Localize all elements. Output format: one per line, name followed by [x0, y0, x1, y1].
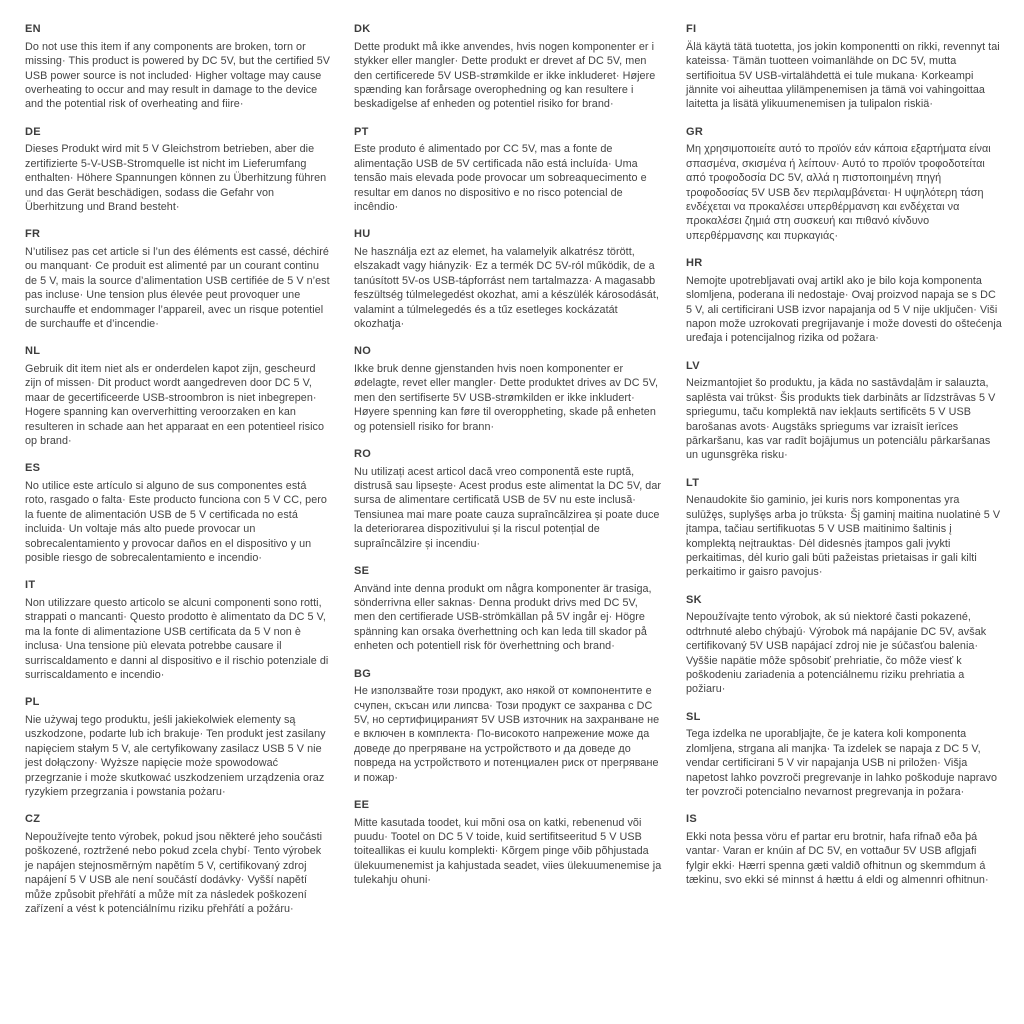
- language-text: Nepoužívejte tento výrobek, pokud jsou některé jeho součásti poškozené, roztržené nebo pokud zcela chybí· Tento výrobek je napájen stejnosměrným napětím 5 V, certifikovaný zdroj napájení 5 V USB ale není součástí dodávky· Vyšší napětí může způsobit přehřátí a může mít za následek poškození zařízení a vést k potenciálnímu riziku přehřátí a požáru·: [25, 831, 323, 915]
- language-text: N’utilisez pas cet article si l’un des éléments est cassé, déchiré ou manquant· Ce produit est alimenté par un courant continu de 5 V, mais la source d’alimentation USB certifiée de 5 V n’est pas incluse· Une tension plus élevée peut provoquer une surchauffe et endommager l’appareil, avec un risque potentiel de surchauffe et d’incendie·: [25, 246, 330, 330]
- language-section-ee: [354, 798, 662, 888]
- column-middle: [354, 22, 662, 901]
- language-section-lv: [686, 359, 1002, 463]
- language-section-en: [25, 22, 330, 112]
- language-code: IT: [25, 579, 36, 592]
- column-left: [25, 22, 330, 929]
- language-text: Non utilizzare questo articolo se alcuni componenti sono rotti, strappati o mancanti· Questo prodotto è alimentato da DC 5 V, ma la fonte di alimentazione USB certificata da 5 V non è inclusa· Una tensione più elevata potrebbe causare il surriscaldamento e danni al dispositivo e il rischio potenziale di surriscaldamento e incendio·: [25, 597, 329, 681]
- language-section-is: [686, 812, 1002, 887]
- language-code: BG: [354, 667, 372, 680]
- language-code: HR: [686, 257, 703, 269]
- language-code: SK: [686, 593, 702, 606]
- language-text: Μη χρησιμοποιείτε αυτό το προϊόν εάν κάποια εξαρτήματα είναι σπασμένα, σκισμένα ή λείπουν· Αυτό το προϊόν τροφοδοτείται από τροφοδοσία DC 5V, αλλά η πιστοποιημένη πηγή τροφοδοσίας 5V USB δεν περιλαμβάνεται· Η υψηλότερη τάση ενδέχεται να προκαλέσει υπερθέρμανση και ενδέχεται να προκαλέσει ζημιά στη συσκευή και πιθανό κίνδυνο υπερθέρμανσης και πυρκαγιάς·: [686, 143, 991, 242]
- language-text: Neizmantojiet šo produktu, ja kāda no sastāvdaļām ir salauzta, saplēsta vai trūkst· Šis produkts tiek darbināts ar līdzstrāvas 5 V spriegumu, taču komplektā nav iekļauts sertificēts 5 V USB barošanas avots· Augstāks spriegums var izraisīt ierīces pārkaršanu, kas var radīt bojājumus un potenciālu pārkaršanas un ugunsgrēka risku·: [686, 377, 996, 462]
- language-text: Do not use this item if any components are broken, torn or missing· This product is powered by DC 5V, but the certified 5V USB power source is not included· Higher voltage may cause overheating to occur and may result in damage to the device and the potential risk of overheating and fiire·: [25, 40, 331, 111]
- language-section-it: [25, 578, 330, 682]
- language-text: Gebruik dit item niet als er onderdelen kapot zijn, gescheurd zijn of missen· Dit product wordt aangedreven door DC 5 V, maar de gecertificeerde USB-stroombron is niet inbegrepen· Hogere spanning kan oververhitting veroorzaken en kan resulteren in schade aan het apparaat en een potentieel risico op brand·: [25, 363, 325, 447]
- language-code: PL: [25, 696, 40, 709]
- language-code: LT: [686, 476, 700, 489]
- language-section-sl: [686, 710, 1002, 800]
- language-section-de: [25, 125, 330, 215]
- language-code: LV: [686, 359, 700, 372]
- language-text: Не използвайте този продукт, ако някой от компонентите е счупен, скъсан или липсва· Този продукт се захранва с DC 5V, но сертифицираният 5V USB източник на захранване не е включен в комплекта· По-високото напрежение може да доведе до прегряване на устройството и да доведе до повреда на устройството и потенциален риск от прегряване и пожар·: [354, 685, 660, 784]
- language-section-cz: [25, 812, 330, 916]
- language-section-fr: [25, 227, 330, 331]
- language-section-ro: [354, 447, 662, 551]
- language-code: DK: [354, 23, 371, 35]
- language-section-es: [25, 461, 330, 565]
- language-text: Ikke bruk denne gjenstanden hvis noen komponenter er ødelagte, revet eller mangler· Dette produktet drives av DC 5V, men den sertifiserte 5V USB-strømkilden er ikke inkludert· Høyere spenning kan føre til overoppheting, skade på enheten og potensiell risiko for brann·: [354, 363, 659, 433]
- language-section-fi: [686, 22, 1002, 112]
- language-text: Nu utilizați acest articol dacă vreo componentă este ruptă, distrusă sau lipsește· Acest produs este alimentat la DC 5V, dar sursa de alimentare certificată USB de 5V nu este inclusă· Tensiunea mai mare poate cauza supraîncălzirea și poate duce la deteriorarea dispozitivului și la riscul potențial de supraîncălzire și incendiu·: [354, 465, 662, 550]
- language-text: Älä käytä tätä tuotetta, jos jokin komponentti on rikki, revennyt tai kateissa· Tämän tuotteen voimanlähde on DC 5V, mutta sertifioitua 5V USB-virtalähdettä ei tule mukana· Korkeampi jännite voi aiheuttaa ylilämpenemisen ja tämä voi vahingoittaa laitetta ja lisätä ylikuumenemisen ja tulipalon riskiä·: [686, 40, 1000, 111]
- language-code: EE: [354, 798, 370, 811]
- language-code: EN: [25, 23, 41, 35]
- language-text: Använd inte denna produkt om några komponenter är trasiga, sönderrivna eller saknas· Denna produkt drivs med DC 5V, men den certifierade USB-strömkällan på 5V ingår ej· Högre spänning kan orsaka överhettning och kan leda till skador på enheten och potentiell risk för överhettning och brand·: [354, 582, 652, 653]
- language-text: Dette produkt må ikke anvendes, hvis nogen komponenter er i stykker eller mangler· Dette produkt er drevet af DC 5V, men den certificerede 5V USB-strømkilde er ikke inkluderet· Højere spænding kan forårsage overophedning og kan resultere i beskadigelse af enheden og potentiel risiko for brand·: [354, 40, 656, 111]
- language-section-se: [354, 564, 662, 654]
- language-code: NO: [354, 345, 372, 358]
- language-code: DE: [25, 125, 41, 138]
- language-section-lt: [686, 476, 1002, 580]
- language-code: RO: [354, 447, 372, 460]
- language-section-gr: [686, 125, 1002, 243]
- language-code: PT: [354, 125, 369, 138]
- language-code: FR: [25, 228, 41, 241]
- language-code: SE: [354, 564, 370, 577]
- language-section-dk: [354, 22, 662, 112]
- language-code: HU: [354, 228, 371, 241]
- language-text: Ne használja ezt az elemet, ha valamelyik alkatrész törött, elszakadt vagy hiányzik· Ez a termék DC 5V-ról működik, de a tanúsított 5V-os USB-tápforrást nem tartalmazza· A magasabb feszültség túlmelegedést okozhat, ami a készülék károsodását, valamint a túlmelegedés és a tűz esetleges kockázatát okozhatja·: [354, 246, 659, 330]
- language-text: No utilice este artículo si alguno de sus componentes está roto, rasgado o falta· Este producto funciona con 5 V CC, pero la fuente de alimentación USB de 5 V certificada no está incluida· Un voltaje más alto puede provocar un sobrecalentamiento y provocar daños en el dispositivo y un posible riesgo de sobrecalentamiento e incendio·: [25, 480, 327, 564]
- language-code: FI: [686, 23, 697, 35]
- language-section-hu: [354, 227, 662, 331]
- language-code: ES: [25, 462, 41, 475]
- language-section-pt: [354, 125, 662, 215]
- language-text: Nenaudokite šio gaminio, jei kuris nors komponentas yra sulūžęs, suplyšęs arba jo trūksta· Šį gaminį maitina nuolatinė 5 V įtampa, tačiau sertifikuotas 5 V USB maitinimo šaltinis į komplektą neįtrauktas· Dėl didesnės įtampos gali įvykti perkaitimas, dėl kurio gali būti pažeistas prietaisas ir gali kilti perkaitimo ir gaisro pavojus·: [686, 494, 1001, 579]
- language-text: Dieses Produkt wird mit 5 V Gleichstrom betrieben, aber die zertifizierte 5-V-USB-Stromquelle ist nicht im Lieferumfang enthalten· Höhere Spannungen können zu Überhitzung führen und das Gerät beschädigen, sodass die Gefahr von Überhitzung und Brand besteht·: [25, 143, 327, 213]
- language-code: SL: [686, 710, 701, 723]
- language-code: GR: [686, 125, 704, 138]
- language-text: Nepoužívajte tento výrobok, ak sú niektoré časti pokazené, odtrhnuté alebo chýbajú· Výrobok má napájanie DC 5V, avšak certifikovaný 5V USB napájací zdroj nie je súčasťou balenia· Vyššie napätie môže spôsobiť prehriatie, čo môže viesť k poškodeniu zariadenia a potenciálnemu riziku prehriatia a požiaru·: [686, 611, 987, 696]
- language-text: Mitte kasutada toodet, kui mõni osa on katki, rebenenud või puudu· Tootel on DC 5 V toide, kuid sertifitseeritud 5 V USB toiteallikas ei kuulu komplekti· Kõrgem pinge võib põhjustada ülekuumenemist ja kahjustada seadet, viies ülekuumenemise ja tulekahju ohuni·: [354, 816, 662, 887]
- language-text: Ekki nota þessa vöru ef partar eru brotnir, hafa rifnað eða þá vantar· Varan er knúin af DC 5V, en vottaður 5V USB aflgjafi fylgir ekki· Hærri spenna gæti valdið ofhitnun og skemmdum á tækinu, svo ekki sé minnst á hættu á eldi og almennri ofhitnun·: [686, 831, 989, 887]
- language-section-nl: [25, 344, 330, 448]
- language-code: NL: [25, 345, 41, 358]
- language-code: IS: [686, 813, 697, 826]
- language-text: Este produto é alimentado por CC 5V, mas a fonte de alimentação USB de 5V certificada não está incluída· Uma tensão mais elevada pode provocar um sobreaquecimento e resultar em danos no dispositivo e no risco potencial de incêndio·: [354, 143, 647, 213]
- column-right: [686, 22, 1002, 901]
- language-section-bg: [354, 667, 662, 785]
- language-section-pl: [25, 695, 330, 799]
- language-section-sk: [686, 593, 1002, 697]
- language-section-hr: [686, 256, 1002, 346]
- language-text: Nemojte upotrebljavati ovaj artikl ako je bilo koja komponenta slomljena, poderana ili nedostaje· Ovaj proizvod napaja se s DC 5 V, ali certificirani USB izvor napajanja od 5 V nije uključen· Viši napon može uzrokovati pregrijavanje i može dovesti do oštećenja uređaja i potencijalnog rizika od požara·: [686, 274, 1002, 345]
- language-code: CZ: [25, 813, 41, 826]
- language-text: Tega izdelka ne uporabljajte, če je katera koli komponenta zlomljena, strgana ali manjka· Ta izdelek se napaja z DC 5 V, vendar certificirani 5 V vir napajanja USB ni priložen· Višja napetost lahko povzroči pregrevanje in lahko poškoduje napravo ter povzroči potencialno nevarnost pregrevanja in požara·: [686, 728, 998, 798]
- language-text: Nie używaj tego produktu, jeśli jakiekolwiek elementy są uszkodzone, podarte lub ich brakuje· Ten produkt jest zasilany napięciem stałym 5 V, ale certyfikowany zasilacz USB 5 V nie jest dołączony· Wyższe napięcie może spowodować przegrzanie i może skutkować uszkodzeniem urządzenia oraz ryzykiem przegrzania i powstania pożaru·: [25, 714, 326, 798]
- language-section-no: [354, 344, 662, 434]
